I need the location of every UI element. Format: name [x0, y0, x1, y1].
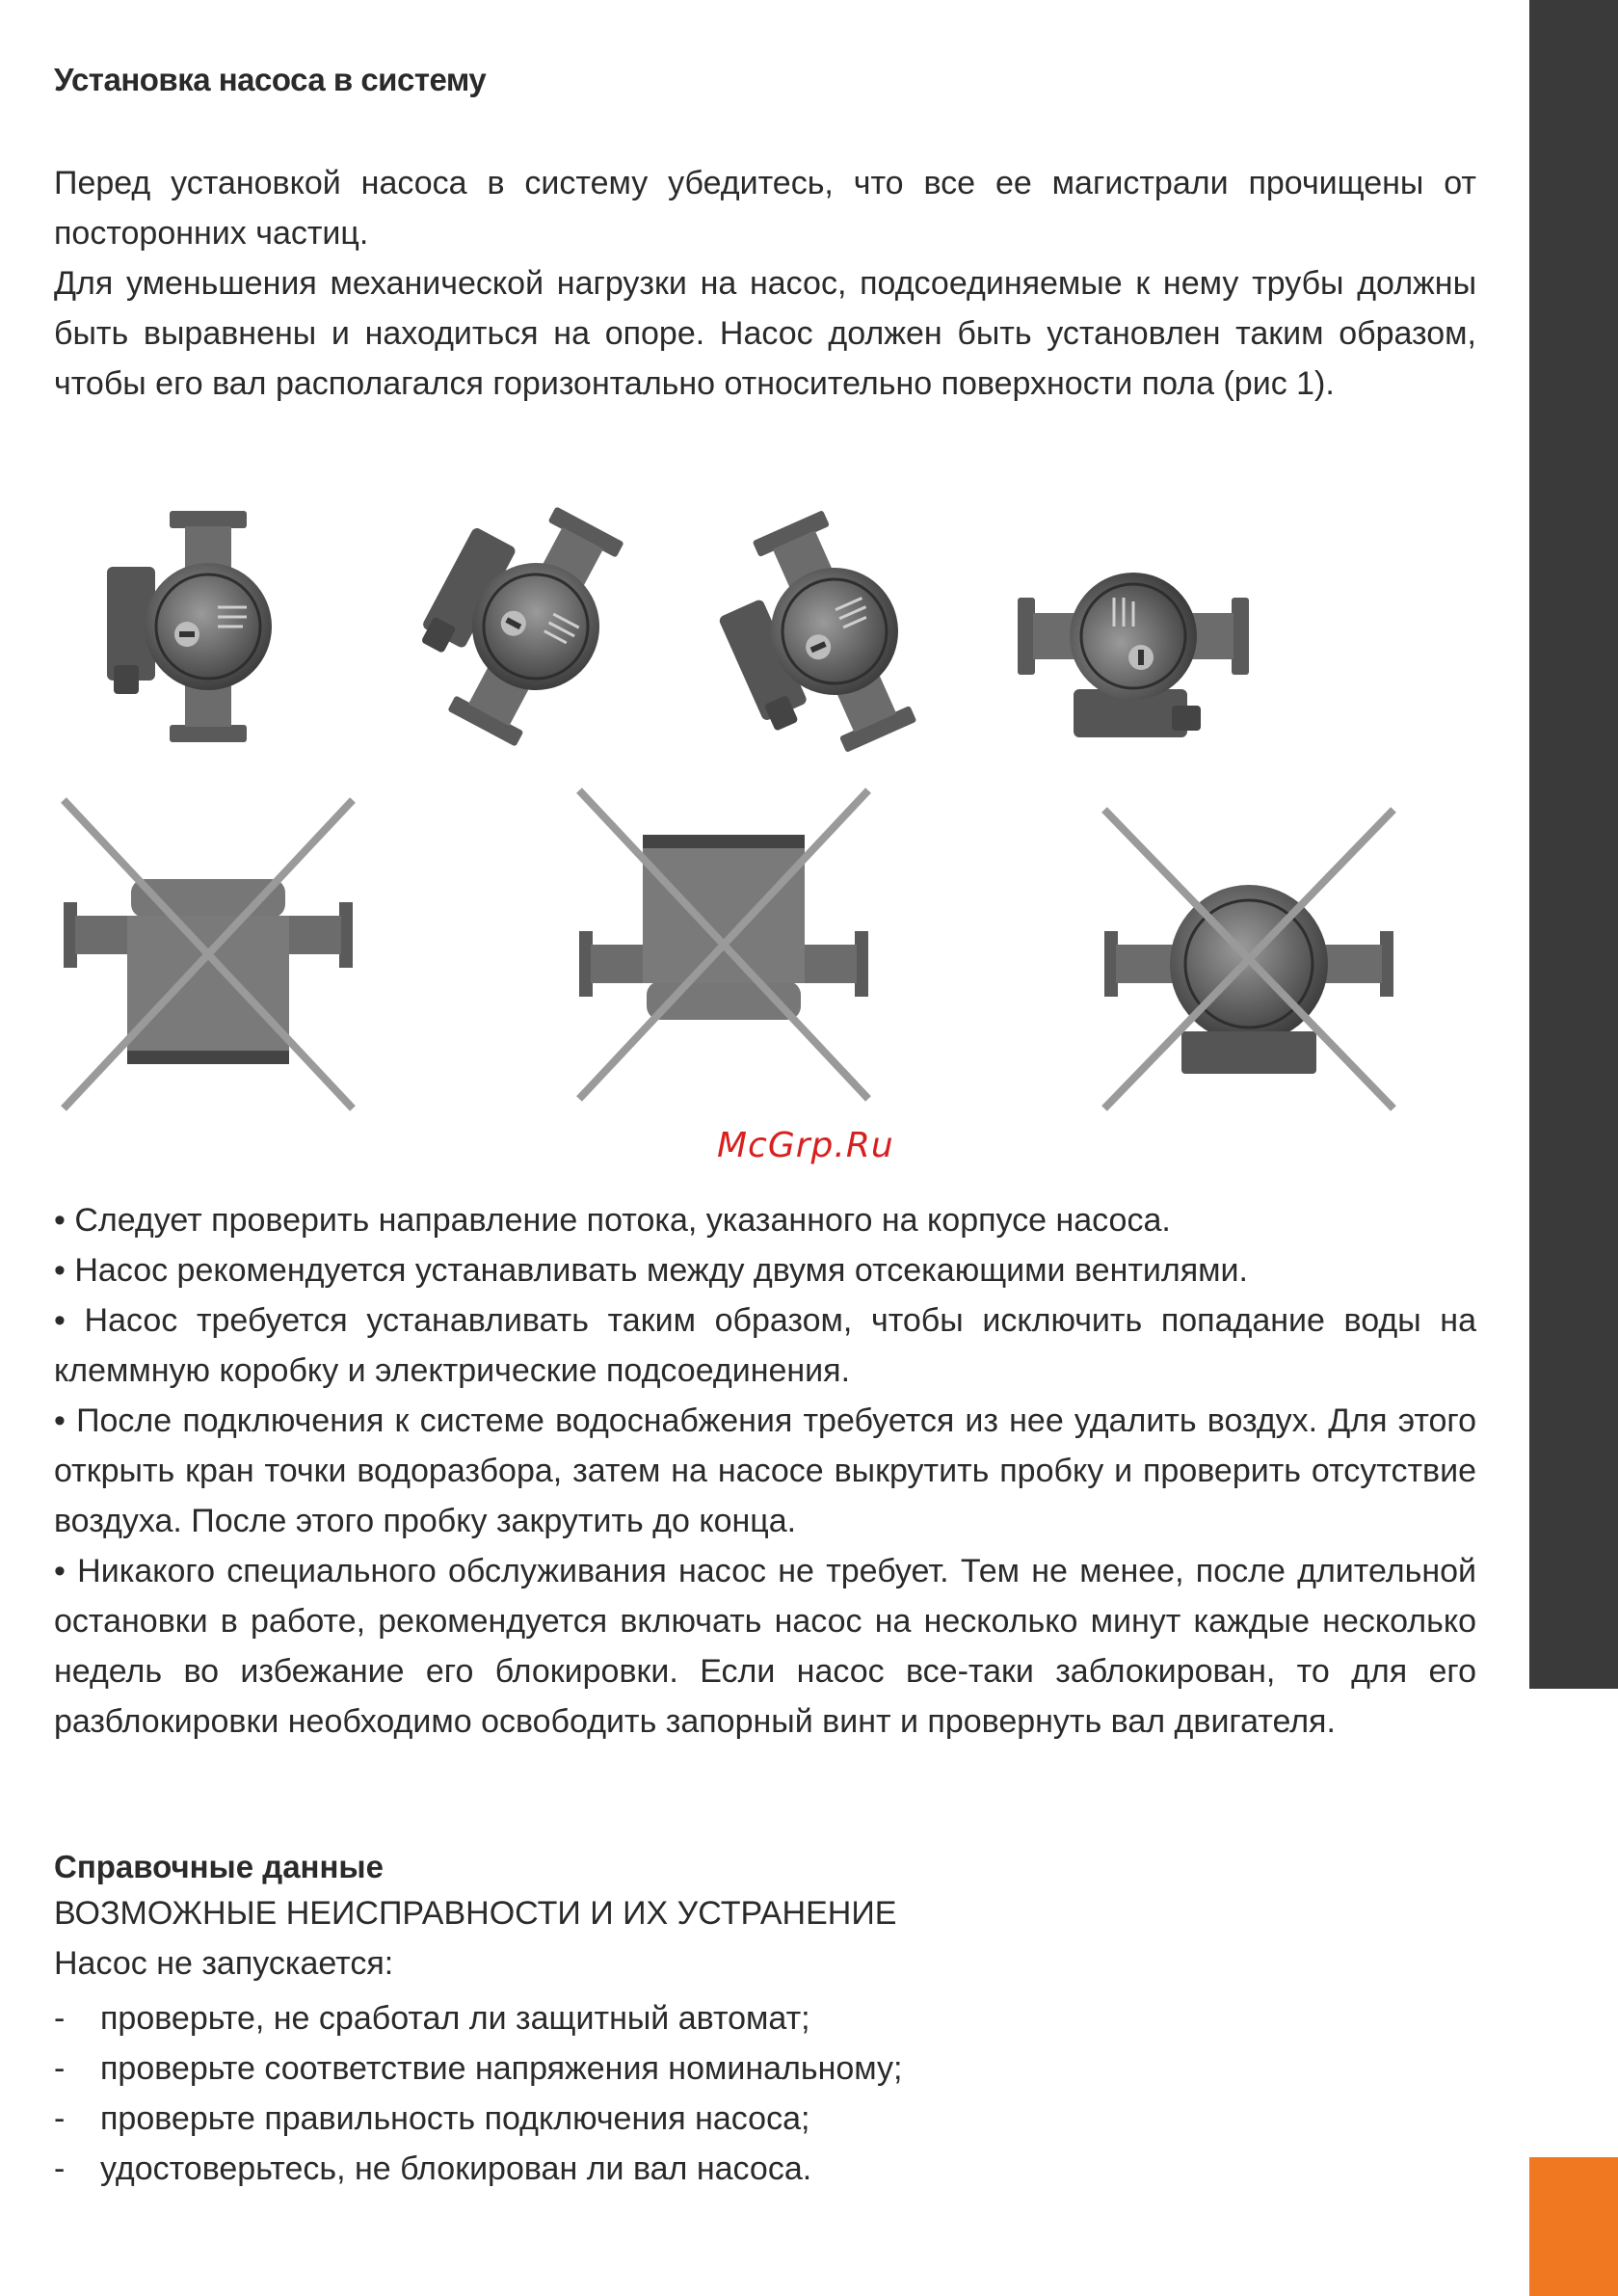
note-maintenance: • Никакого специального обслуживания насос не требует. Тем не менее, после длительной остановки в работе, рекомендуется включать насос на несколько минут каждые несколько недель во избежание его блокировки. Если насос все-таки заблокирован, то для его разблокировки необходимо освободить запорный винт и провернуть вал двигателя. — [54, 1553, 1476, 1740]
list-dash: - — [54, 2000, 66, 2037]
pump-positions-figure — [54, 453, 1476, 1147]
pump-horizontal — [1018, 573, 1249, 737]
pump-forbidden-motor-up — [579, 790, 868, 1099]
list-item-text: проверьте правильность подключения насоса; — [100, 2100, 810, 2137]
list-dash: - — [54, 2100, 66, 2137]
list-item — [54, 2094, 903, 2144]
installation-notes — [54, 1195, 1476, 1747]
note-water-protection: • Насос требуется устанавливать таким образом, чтобы исключить попадание воды на клеммную коробку и электрические подсоединения. — [54, 1302, 1476, 1389]
list-item-text: удостоверьтесь, не блокирован ли вал насоса. — [100, 2150, 812, 2187]
list-item-text: проверьте соответствие напряжения номинальному; — [100, 2050, 903, 2087]
troubleshooting-list — [54, 1993, 903, 2194]
watermark: McGrp.Ru — [717, 1126, 894, 1165]
pump-tilted-right — [695, 500, 940, 779]
paragraph-cleaning: Перед установкой насоса в систему убедитесь, что все ее магистрали прочищены от посторонних частиц. — [54, 165, 1476, 252]
note-flow-direction: • Следует проверить направление потока, указанного на корпусе насоса. — [54, 1202, 1171, 1239]
note-air-removal: • После подключения к системе водоснабжения требуется из нее удалить воздух. Для этого открыть кран точки водоразбора, затем на насосе выкрутить пробку и проверить отсутствие воздуха. После этого пробку закрутить до конца. — [54, 1402, 1476, 1539]
list-dash: - — [54, 2050, 66, 2087]
list-dash: - — [54, 2150, 66, 2187]
paragraph-mounting: Для уменьшения механической нагрузки на насос, подсоединяемые к нему трубы должны быть выравнены и находиться на опоре. Насос должен быть установлен таким образом, чтобы его вал располагался горизонтально относительно поверхности пола (рис 1). — [54, 265, 1476, 402]
pump-tilted-left — [392, 477, 647, 759]
side-bar-orange — [1529, 2157, 1618, 2296]
side-bar-dark — [1529, 0, 1618, 1689]
section-heading-installation: Установка насоса в систему — [54, 62, 487, 97]
list-item — [54, 2043, 903, 2094]
pump-vertical — [107, 511, 272, 742]
section-heading-reference: Справочные данные — [54, 1849, 384, 1884]
note-shutoff-valves: • Насос рекомендуется устанавливать между двумя отсекающими вентилями. — [54, 1252, 1248, 1289]
list-item — [54, 1993, 903, 2043]
troubleshooting-title: ВОЗМОЖНЫЕ НЕИСПРАВНОСТИ И ИХ УСТРАНЕНИЕ — [54, 1895, 897, 1932]
troubleshooting-intro: Насос не запускается: — [54, 1945, 394, 1982]
list-item — [54, 2144, 903, 2194]
list-item-text: проверьте, не сработал ли защитный автомат; — [100, 2000, 810, 2037]
pump-forbidden-motor-down — [64, 800, 353, 1108]
pump-forbidden-shaft-vertical — [1104, 810, 1393, 1108]
